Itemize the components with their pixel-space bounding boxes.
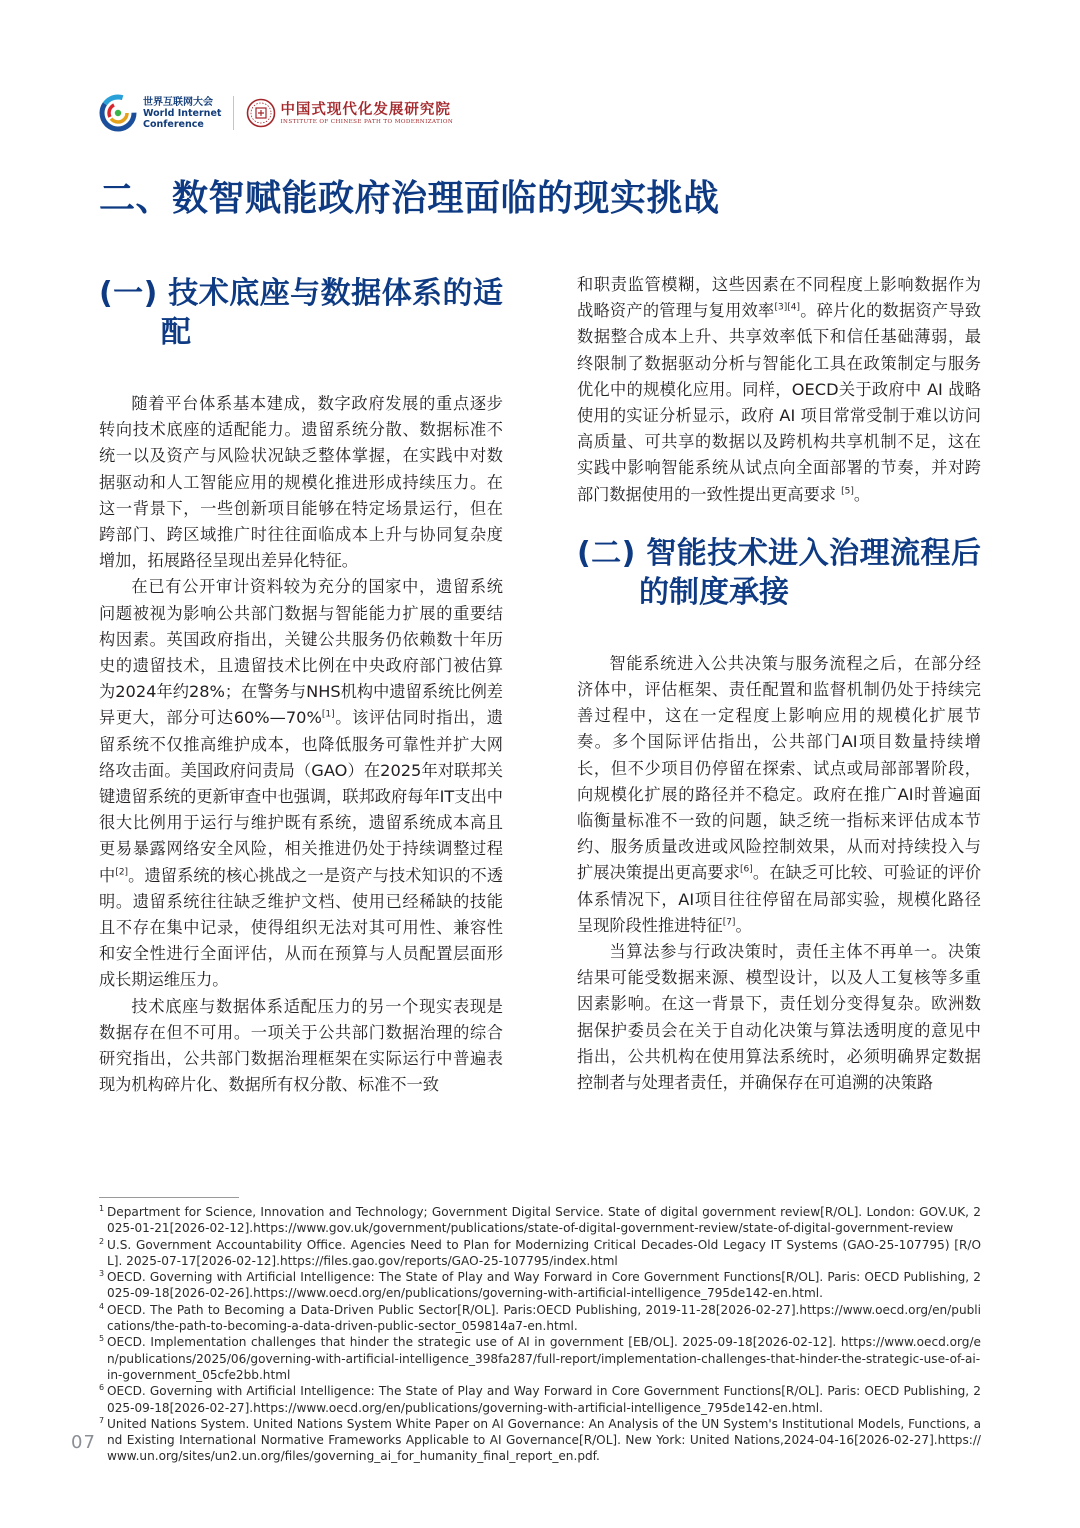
paragraph-5-part-c: 。	[735, 915, 752, 935]
footnote-number: 1	[99, 1204, 105, 1213]
subsection-title-1: (一) 技术底座与数据体系的适配	[99, 276, 503, 350]
wic-name-cn: 世界互联网大会	[143, 96, 213, 108]
footnote-text: Department for Science, Innovation and Technology; Government Digital Service. State of digital government review[R/OL]. London: GOV.UK, 2025-01-21[2026-02-12].https://www.gov.uk/government/publications/state-of-digital-government-review/state-of-digital-government-review	[107, 1205, 981, 1236]
paragraph-5	[577, 651, 981, 939]
subsection-title-2: (二) 智能技术进入治理流程后的制度承接	[577, 535, 981, 610]
ref-3-4: [3][4]	[774, 302, 800, 313]
ref-7: [7]	[722, 917, 736, 928]
footnotes	[99, 1204, 981, 1465]
wic-name-en-line1: World Internet	[143, 107, 222, 119]
footnote-4	[99, 1302, 981, 1335]
paragraph-2-part-a: 在已有公开审计资料较为充分的国家中，遗留系统问题被视为影响公共部门数据与智能能力扩展的重要结构因素。英国政府指出，关键公共服务仍依赖数十年历史的遗留技术，且遗留技术比例在中央政府部门被估算为2024年约28%；在警务与NHS机构中遗留系统比例差异更大，部分可达60%—70%	[99, 577, 503, 728]
footnote-1	[99, 1204, 981, 1237]
paragraph-4-part-b: 。碎片化的数据资产导致数据整合成本上升、共享效率低下和信任基础薄弱，最终限制了数据驱动分析与智能化工具在政策制定与服务优化中的规模化应用。同样，OECD关于政府中 AI 战略使用的实证分析显示，政府 AI 项目常常受制于难以访问高质量、可共享的数据以及跨机构共享机制不足，这在实践中影响智能系统从试点向全面部署的节奏，并对跨部门数据使用的一致性提出更高要求	[577, 301, 982, 504]
paragraph-3: 技术底座与数据体系适配压力的另一个现实表现是数据存在但不可用。一项关于公共部门数据治理的综合研究指出，公共部门数据治理框架在实际运行中普遍表现为机构碎片化、数据所有权分散、标准不一致	[99, 996, 503, 1095]
paragraph-3-continued	[577, 272, 981, 508]
ref-1: [1]	[321, 710, 335, 721]
footnote-number: 5	[99, 1334, 105, 1344]
paragraph-4-part-a: 和职责监管模糊，这些因素在不同程度上影响数据作为战略资产的管理与复用效率	[577, 275, 981, 321]
footnote-text: OECD. The Path to Becoming a Data-Driven Public Sector[R/OL]. Paris:OECD Publishing, 2019-11-28[2026-02-27].https://www.oecd.org/en/publications/the-path-to-becoming-a-data-driven-public-sector_059814a7-en.html.	[107, 1302, 981, 1334]
wic-name	[143, 97, 221, 130]
wic-emblem-icon	[98, 93, 138, 133]
left-column	[99, 272, 503, 1098]
paragraph-2-part-c: 。遗留系统的核心挑战之一是资产与技术知识的不透明。遗留系统往往缺乏维护文档、使用已经稀缺的技能且不存在集中记录，使得组织无法对其可用性、兼容性和安全性进行全面评估，从而在预算与人员配置层面形成长期运维压力。	[99, 865, 504, 990]
page-header	[98, 88, 453, 138]
page-number: 07	[71, 1432, 96, 1453]
paragraph-1: 随着平台体系基本建成，数字政府发展的重点逐步转向技术底座的适配能力。遗留系统分散、数据标准不统一以及资产与风险状况缺乏整体掌握，在实践中对数据驱动和人工智能应用的规模化推进形成持续压力。在这一背景下，一些创新项目能够在特定场景运行，但在跨部门、跨区域推广时往往面临成本上升与协同复杂度增加，拓展路径呈现出差异化特征。	[99, 394, 503, 571]
footnote-number: 6	[99, 1383, 105, 1393]
footnote-divider	[99, 1197, 239, 1198]
header-divider	[233, 96, 234, 130]
institute-seal-icon	[246, 98, 276, 128]
footnote-text: OECD. Governing with Artificial Intelligence: The State of Play and Way Forward in Core Government Functions[R/OL]. Paris: OECD Publishing, 2025-09-18[2026-02-27].https://www.oecd.org/en/publications/governing-with-artificial-intelligence_795de142-en.html.	[107, 1384, 981, 1415]
footnote-text: U.S. Government Accountability Office. Agencies Need to Plan for Modernizing Critical Decades-Old Legacy IT Systems (GAO-25-107795) [R/OL]. 2025-07-17[2026-02-12].https://files.gao.gov/reports/GAO-25-107795/index.html	[107, 1237, 981, 1268]
institute-logo	[246, 98, 453, 128]
wic-logo	[98, 93, 221, 133]
footnote-5	[99, 1334, 981, 1383]
footnote-text: OECD. Governing with Artificial Intelligence: The State of Play and Way Forward in Core Government Functions[R/OL]. Paris: OECD Publishing, 2025-09-18[2026-02-26].https://www.oecd.org/en/publications/governing-with-artificial-intelligence_795de142-en.html.	[107, 1270, 981, 1301]
footnote-2	[99, 1237, 981, 1270]
footnote-text: OECD. Implementation challenges that hinder the strategic use of AI in government [EB/OL]. 2025-09-18[2026-02-12]. https://www.oecd.org/en/publications/2025/06/governing-with-artificial-intelligence_398fa287/full-report/implementation-challenges-that-hinder-the-strategic-use-of-ai-in-government_05cfe2bb.html	[107, 1335, 981, 1382]
ref-2: [2]	[115, 867, 129, 878]
paragraph-5-part-b: 。在缺乏可比较、可验证的评价体系情况下，AI项目往往停留在局部实验，规模化路径呈现阶段性推进特征	[577, 863, 982, 935]
wic-name-en-line2: Conference	[143, 118, 204, 130]
footnote-7	[99, 1416, 981, 1465]
footnote-number: 3	[99, 1269, 105, 1279]
paragraph-2-part-b: 。该评估同时指出，遗留系统不仅推高维护成本，也降低服务可靠性并扩大网络攻击面。美国政府问责局（GAO）在2025年对联邦关键遗留系统的更新审查中也强调，联邦政府每年IT支出中很大比例用于运行与维护既有系统，遗留系统成本高且更易暴露网络安全风险，相关推进仍处于持续调整过程中	[99, 708, 503, 885]
section-title: 二、数智赋能政府治理面临的现实挑战	[99, 178, 720, 219]
paragraph-4-end: 。	[853, 484, 871, 504]
footnote-6	[99, 1383, 981, 1416]
institute-name-en: INSTITUTE OF CHINESE PATH TO MODERNIZATION	[280, 118, 454, 125]
footnote-number: 2	[99, 1236, 105, 1246]
footnote-number: 7	[99, 1415, 105, 1425]
institute-name-cn: 中国式现代化发展研究院	[280, 100, 451, 118]
footnote-3	[99, 1269, 981, 1302]
paragraph-5-part-a: 智能系统进入公共决策与服务流程之后，在部分经济体中，评估框架、责任配置和监督机制仍处于持续完善过程中，这在一定程度上影响应用的规模化扩展节奏。多个国际评估指出，公共部门AI项目数量持续增长，但不少项目仍停留在探索、试点或局部部署阶段，向规模化扩展的路径并不稳定。政府在推广AI时普遍面临衡量标准不一致的问题，缺乏统一指标来评估成本节约、服务质量改进或风险控制效果，从而对持续投入与扩展决策提出更高要求	[577, 653, 981, 883]
right-column	[577, 272, 981, 1096]
paragraph-6: 当算法参与行政决策时，责任主体不再单一。决策结果可能受数据来源、模型设计，以及人工复核等多重因素影响。在这一背景下，责任划分变得复杂。欧洲数据保护委员会在关于自动化决策与算法透明度的意见中指出，公共机构在使用算法系统时，必须明确界定数据控制者与处理者责任，并确保存在可追溯的决策路	[577, 942, 981, 1093]
institute-name	[280, 101, 453, 126]
footnote-text: United Nations System. United Nations System White Paper on AI Governance: An Analysis of the UN System's Institutional Models, Functions, and Existing International Normative Frameworks Applicable to AI Governance[R/OL]. New York: United Nations,2024-04-16[2026-02-27].https://www.un.org/sites/un2.un.org/files/governing_ai_for_humanity_final_report_en.pdf.	[107, 1416, 981, 1464]
ref-5: [5]	[841, 486, 854, 497]
paragraph-2	[99, 574, 503, 993]
ref-6: [6]	[740, 865, 753, 876]
footnote-number: 4	[99, 1301, 105, 1311]
